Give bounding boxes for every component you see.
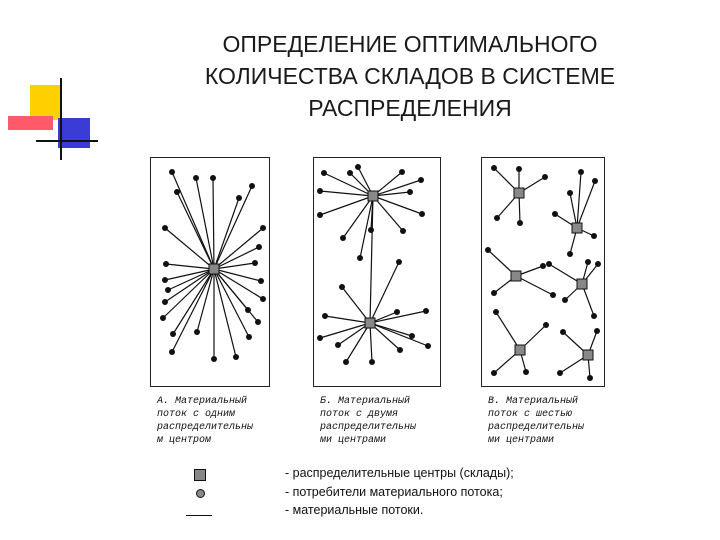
consumer-dot: [546, 261, 552, 267]
consumer-dot: [246, 334, 252, 340]
distribution-center-square: [572, 223, 582, 233]
consumer-dot: [170, 331, 176, 337]
consumer-dot: [485, 247, 491, 253]
consumer-dot: [517, 220, 523, 226]
consumer-dot: [400, 228, 406, 234]
consumer-dot: [591, 233, 597, 239]
flow-line: [213, 178, 214, 269]
consumer-dot: [562, 297, 568, 303]
distribution-center-square: [514, 188, 524, 198]
flow-line: [172, 269, 214, 352]
consumer-dot: [591, 313, 597, 319]
consumer-dot: [193, 175, 199, 181]
consumer-dot: [211, 356, 217, 362]
legend-flow-label: - материальные потоки.: [285, 503, 424, 517]
flow-line: [496, 312, 520, 350]
consumer-dot: [567, 190, 573, 196]
consumer-dot: [578, 169, 584, 175]
flow-line: [166, 264, 214, 269]
consumer-dot: [245, 307, 251, 313]
consumer-dot: [425, 343, 431, 349]
consumer-dot: [258, 278, 264, 284]
consumer-dot: [162, 277, 168, 283]
consumer-dot: [233, 354, 239, 360]
legend-center-label: - распределительные центры (склады);: [285, 466, 514, 480]
consumer-dot: [567, 251, 573, 257]
consumer-dot: [491, 165, 497, 171]
consumer-dot: [255, 319, 261, 325]
consumer-dot: [169, 169, 175, 175]
consumer-dot: [494, 215, 500, 221]
consumer-dot: [343, 359, 349, 365]
flow-line: [214, 269, 261, 281]
consumer-dot: [493, 309, 499, 315]
consumer-dot: [594, 328, 600, 334]
consumer-dot: [592, 178, 598, 184]
consumer-dot: [552, 211, 558, 217]
consumer-dot: [317, 335, 323, 341]
consumer-dot: [543, 322, 549, 328]
consumer-dot: [357, 255, 363, 261]
consumer-dot: [560, 329, 566, 335]
legend-consumer-label: - потребители материального потока;: [285, 485, 503, 499]
distribution-center-square: [368, 191, 378, 201]
legend-flow-line-icon: [186, 515, 212, 516]
consumer-dot: [169, 349, 175, 355]
consumer-dot: [523, 369, 529, 375]
consumer-dot: [340, 235, 346, 241]
distribution-center-square: [365, 318, 375, 328]
consumer-dot: [368, 227, 374, 233]
legend-center-square-icon: [194, 469, 206, 481]
consumer-dot: [418, 177, 424, 183]
consumer-dot: [399, 169, 405, 175]
flow-line: [370, 323, 428, 346]
consumer-dot: [409, 333, 415, 339]
consumer-dot: [557, 370, 563, 376]
consumer-dot: [419, 211, 425, 217]
consumer-dot: [249, 183, 255, 189]
consumer-dot: [394, 309, 400, 315]
consumer-dot: [165, 287, 171, 293]
consumer-dot: [396, 259, 402, 265]
consumer-dot: [397, 347, 403, 353]
flow-line: [214, 186, 252, 269]
consumer-dot: [491, 290, 497, 296]
distribution-center-square: [577, 279, 587, 289]
distribution-center-square: [209, 264, 219, 274]
consumer-dot: [317, 188, 323, 194]
consumer-dot: [516, 166, 522, 172]
consumer-dot: [587, 375, 593, 381]
slide-title: ОПРЕДЕЛЕНИЕ ОПТИМАЛЬНОГО КОЛИЧЕСТВА СКЛАДОВ В СИСТЕМЕ РАСПРЕДЕЛЕНИЯ: [204, 31, 616, 121]
consumer-dot: [256, 244, 262, 250]
consumer-dot: [236, 195, 242, 201]
consumer-dot: [347, 170, 353, 176]
consumer-dot: [491, 370, 497, 376]
legend-consumer-dot-icon: [196, 489, 205, 498]
consumer-dot: [174, 189, 180, 195]
flow-line: [177, 192, 214, 269]
consumer-dot: [540, 263, 546, 269]
consumer-dot: [163, 261, 169, 267]
consumer-dot: [550, 292, 556, 298]
consumer-dot: [260, 225, 266, 231]
flow-line: [370, 323, 372, 362]
consumer-dot: [252, 260, 258, 266]
consumer-dot: [595, 261, 601, 267]
flow-line: [163, 269, 214, 318]
consumer-dot: [335, 342, 341, 348]
distribution-center-square: [583, 350, 593, 360]
consumer-dot: [585, 259, 591, 265]
diagram-caption-b: Б. Материальный поток с двумя распределительны ми центрами: [320, 396, 417, 446]
consumer-dot: [423, 308, 429, 314]
consumer-dot: [317, 212, 323, 218]
flow-line: [325, 316, 370, 323]
flow-line: [196, 178, 214, 269]
consumer-dot: [339, 284, 345, 290]
distribution-center-square: [511, 271, 521, 281]
flow-line: [516, 276, 553, 295]
flow-line: [320, 196, 373, 215]
consumer-dot: [369, 359, 375, 365]
flow-line: [172, 172, 214, 269]
consumer-dot: [407, 189, 413, 195]
consumer-dot: [162, 225, 168, 231]
consumer-dot: [322, 313, 328, 319]
consumer-dot: [542, 174, 548, 180]
consumer-dot: [355, 164, 361, 170]
consumer-dot: [321, 170, 327, 176]
distribution-center-square: [515, 345, 525, 355]
consumer-dot: [194, 329, 200, 335]
consumer-dot: [160, 315, 166, 321]
consumer-dot: [162, 299, 168, 305]
diagram-caption-c: В. Материальный поток с шестью распределительны ми центрами: [488, 396, 585, 446]
diagram-caption-a: А. Материальный поток с одним распределительны м центром: [157, 396, 254, 446]
consumer-dot: [260, 296, 266, 302]
consumer-dot: [210, 175, 216, 181]
